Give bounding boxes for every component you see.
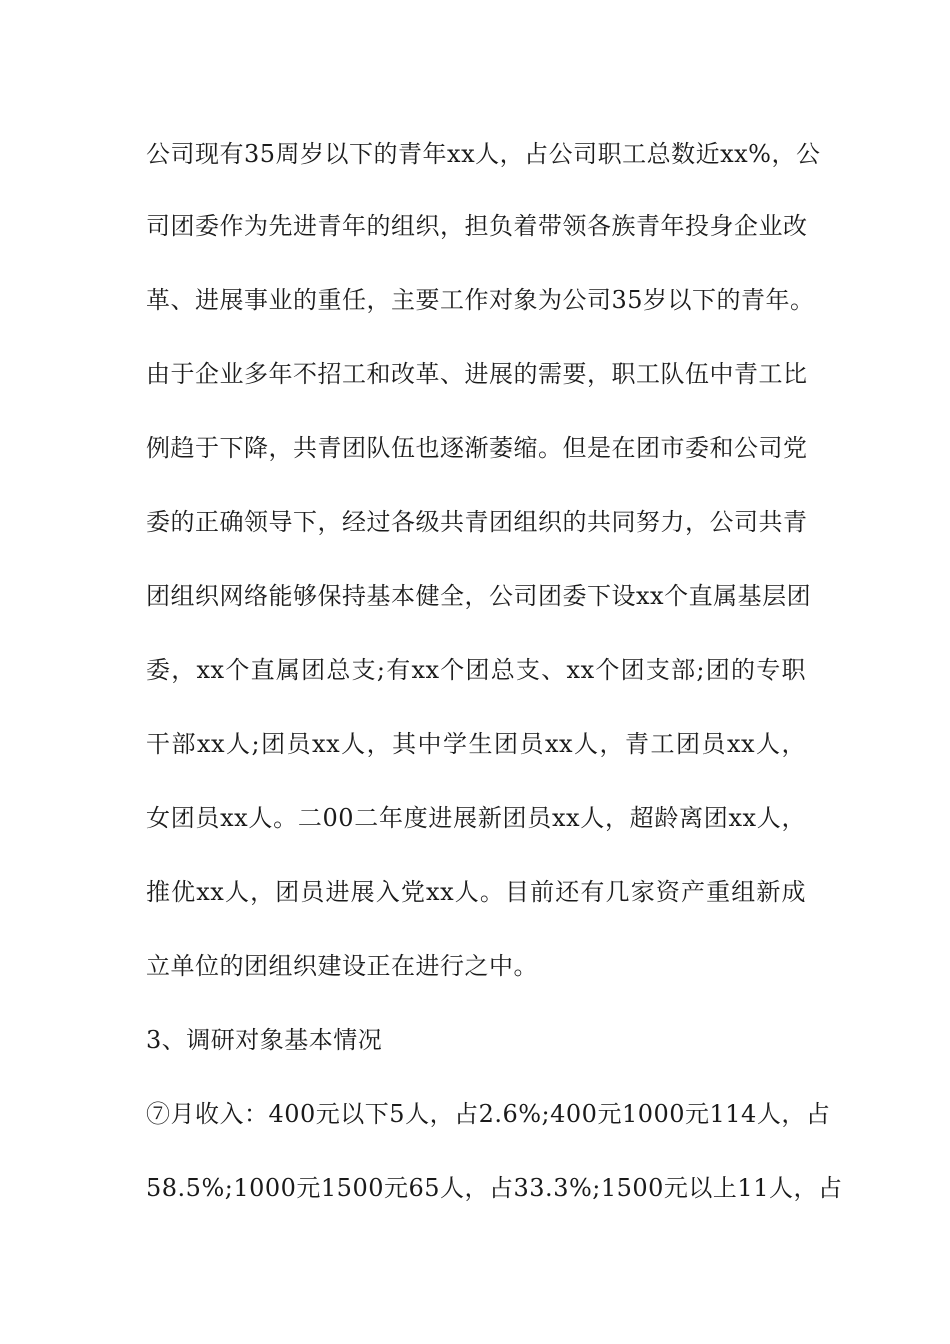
paragraph-line: 58.5%;1000元1500元65人，占33.3%;1500元以上11人，占 <box>146 1174 843 1202</box>
paragraph-line: 女团员xx人。二00二年度进展新团员xx人，超龄离团xx人， <box>146 804 806 832</box>
section-heading: 3、调研对象基本情况 <box>146 1026 383 1054</box>
paragraph-line: ⑦月收入：400元以下5人，占2.6%;400元1000元114人，占 <box>146 1100 831 1128</box>
paragraph-line: 推优xx人，团员进展入党xx人。目前还有几家资产重组新成 <box>146 878 806 906</box>
paragraph-line: 公司现有35周岁以下的青年xx人，占公司职工总数近xx%，公 <box>146 140 821 168</box>
paragraph-line: 例趋于下降，共青团队伍也逐渐萎缩。但是在团市委和公司党 <box>146 434 808 462</box>
paragraph-line: 司团委作为先进青年的组织，担负着带领各族青年投身企业改 <box>146 212 808 240</box>
paragraph-line: 干部xx人;团员xx人，其中学生团员xx人，青工团员xx人， <box>146 730 806 758</box>
paragraph-line: 团组织网络能够保持基本健全，公司团委下设xx个直属基层团 <box>146 582 812 610</box>
paragraph-line: 由于企业多年不招工和改革、进展的需要，职工队伍中青工比 <box>146 360 808 388</box>
paragraph-line: 革、进展事业的重任，主要工作对象为公司35岁以下的青年。 <box>146 286 815 314</box>
paragraph-line: 委的正确领导下，经过各级共青团组织的共同努力，公司共青 <box>146 508 808 536</box>
paragraph-line: 立单位的团组织建设正在进行之中。 <box>146 952 538 980</box>
paragraph-line: 委，xx个直属团总支;有xx个团总支、xx个团支部;团的专职 <box>146 656 806 684</box>
